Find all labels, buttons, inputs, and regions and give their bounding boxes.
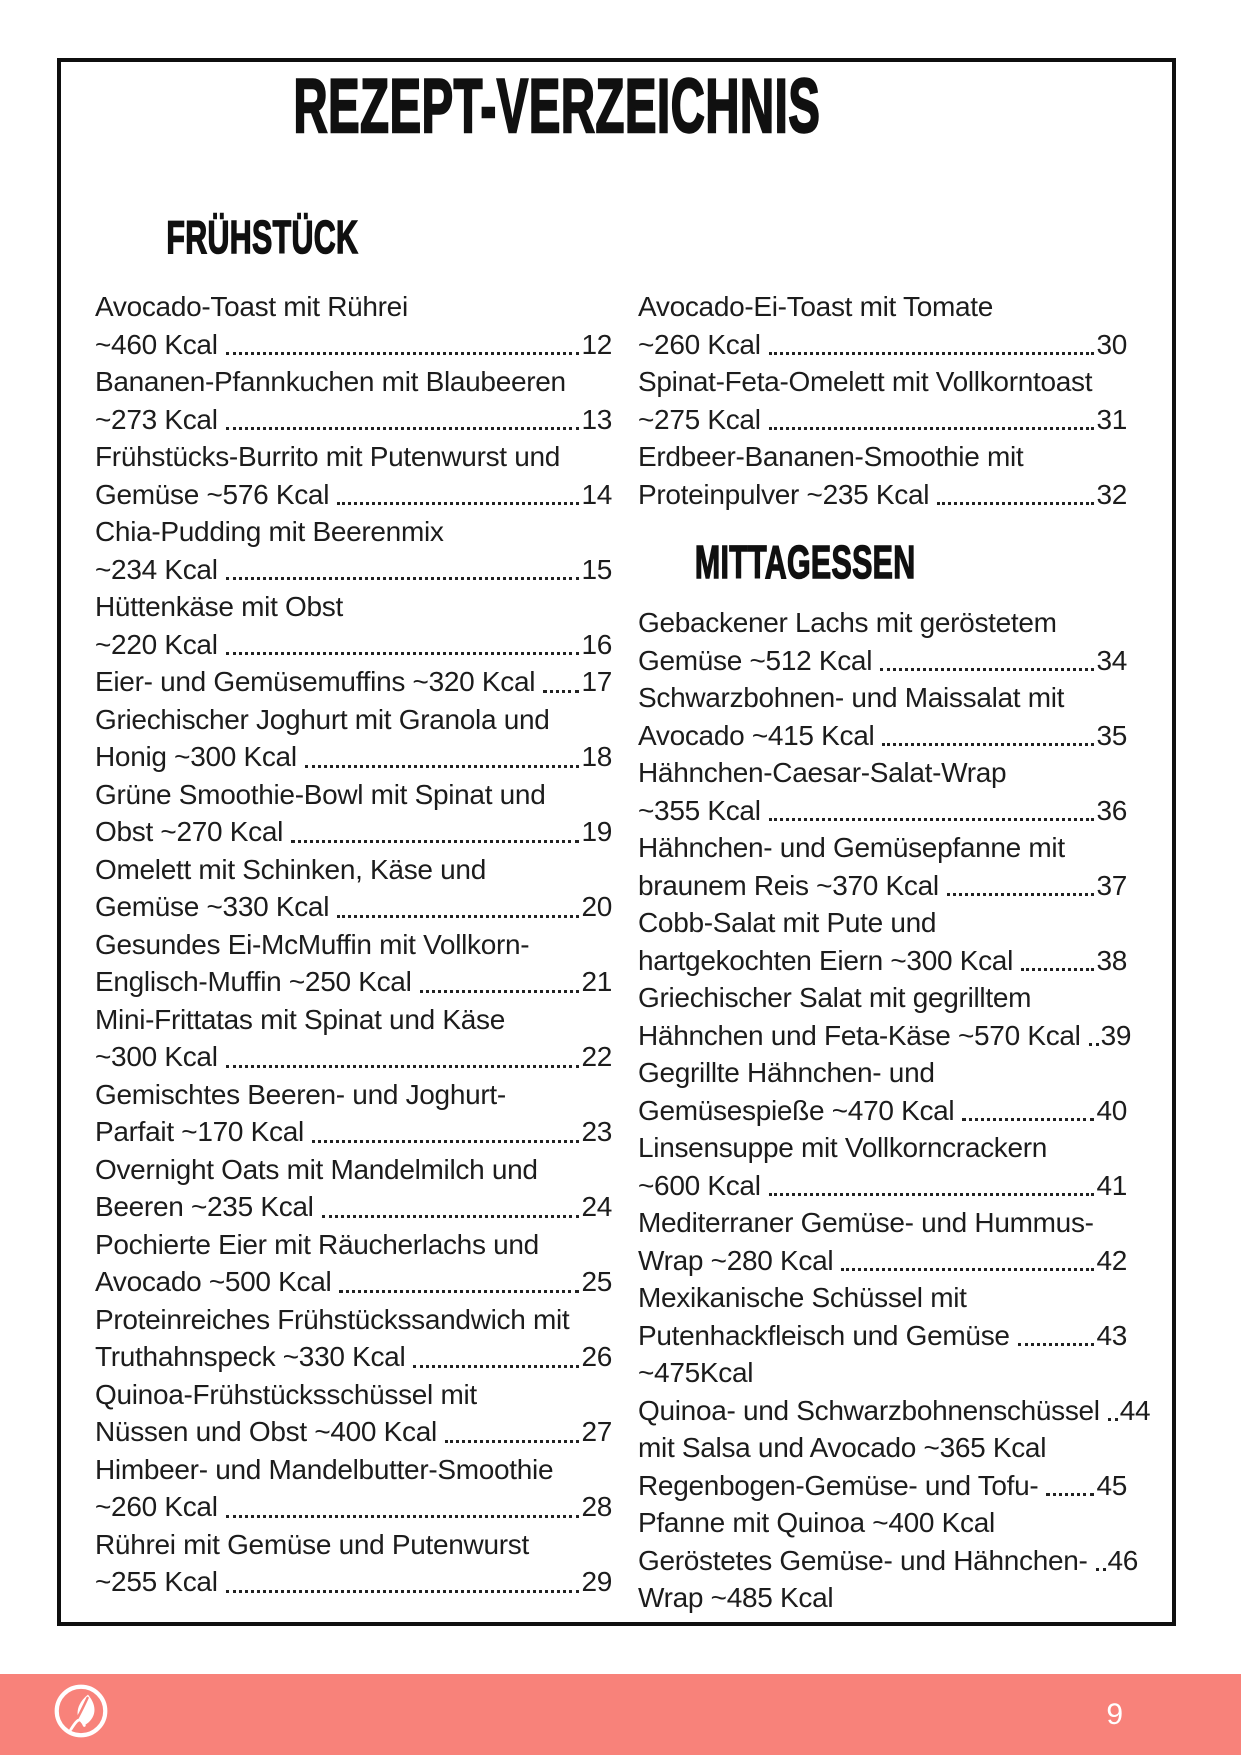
toc-entry-line[interactable] [95,363,612,401]
toc-entry-text: Hüttenkäse mit Obst [95,591,343,622]
toc-entry-line[interactable] [638,1579,1127,1617]
toc-page-number: 38 [1096,944,1127,976]
toc-entry-text: Hähnchen und Feta-Käse ~570 Kcal [638,1019,1081,1051]
section-heading [638,537,933,587]
toc-entry-line[interactable] [95,851,612,889]
toc-page-number: 32 [1096,478,1127,510]
dot-leader [322,1215,580,1218]
toc-page-number: 35 [1096,719,1127,751]
toc-entry-text: Quinoa-Frühstücksschüssel mit [95,1378,477,1410]
toc-page-number: 21 [581,966,612,997]
toc-entry-text: Gemüse ~576 Kcal [95,478,330,510]
toc-entry-line[interactable] [95,626,612,664]
toc-entry-line[interactable] [95,1151,612,1189]
toc-entry-text: ~275 Kcal [638,403,761,435]
toc-entry-text: Parfait ~170 Kcal [95,1116,304,1147]
toc-entry-line[interactable] [95,1038,612,1076]
toc-entry-line[interactable] [638,1317,1127,1355]
toc-entry-text: Mini-Frittatas mit Spinat und Käse [95,1003,505,1035]
dot-leader [962,1118,1094,1121]
toc-entry-text: ~600 Kcal [638,1169,761,1201]
toc-page-number: 27 [581,1416,612,1447]
toc-entry-text: Overnight Oats mit Mandelmilch und [95,1153,538,1185]
toc-entry-text: Avocado ~500 Kcal [95,1266,332,1297]
toc-page-number: 41 [1096,1169,1127,1201]
toc-entry-line[interactable] [95,1188,612,1226]
toc-page-number: 17 [581,666,612,697]
toc-entry-line[interactable] [638,438,1127,476]
toc-entry-line[interactable] [95,1113,612,1151]
toc-entry-line[interactable] [95,776,612,814]
toc-entry-text: Regenbogen-Gemüse- und Tofu- [638,1469,1039,1501]
toc-entry-text: Mediterraner Gemüse- und Hummus- [638,1207,1094,1238]
toc-page-number: 12 [581,328,612,360]
toc-entry-text: Hähnchen- und Gemüsepfanne mit [638,832,1065,863]
toc-entry-text: Proteinpulver ~235 Kcal [638,478,930,510]
toc-entry-text: Obst ~270 Kcal [95,816,284,847]
toc-entry-line[interactable] [95,1526,612,1564]
dot-leader [339,1290,579,1293]
dot-leader [226,577,580,580]
dot-leader [882,743,1094,746]
toc-entry-text: Chia-Pudding mit Beerenmix [95,516,444,547]
dot-leader [291,840,579,843]
toc-entry-line[interactable] [95,551,612,589]
toc-entry-line[interactable] [638,1167,1127,1205]
toc-entry-line[interactable] [95,476,612,514]
toc-entry-line[interactable] [638,401,1127,439]
toc-page-number: 13 [581,403,612,435]
section-heading [95,212,430,262]
toc-page-number: 29 [581,1566,612,1597]
toc-entry-line[interactable] [638,904,1127,942]
toc-entry-text: ~234 Kcal [95,553,218,585]
toc-entry-line[interactable] [638,1129,1127,1167]
toc-entry-line[interactable] [95,1338,612,1376]
toc-entry-text: Griechischer Joghurt mit Granola und [95,703,550,735]
dot-leader [413,1365,579,1368]
toc-entry-line[interactable] [95,1263,612,1301]
toc-entry-text: Cobb-Salat mit Pute und [638,907,937,938]
toc-entry-line[interactable] [95,1226,612,1264]
toc-entry-text: Gemüse ~330 Kcal [95,891,330,922]
dot-leader [880,668,1094,671]
toc-page-number: 25 [581,1266,612,1297]
toc-entry-text: Himbeer- und Mandelbutter-Smoothie [95,1453,554,1485]
toc-entry-text: Honig ~300 Kcal [95,741,297,772]
toc-entry-line[interactable] [95,438,612,476]
toc-entry-text: ~260 Kcal [95,1491,218,1522]
toc-entry-text: Bananen-Pfannkuchen mit Blaubeeren [95,366,566,397]
toc-page-number: 18 [581,741,612,772]
toc-entry-text: ~220 Kcal [95,628,218,660]
toc-entry-line[interactable] [95,1001,612,1039]
toc-page-number: 22 [581,1041,612,1072]
toc-page-number: 43 [1096,1319,1127,1351]
toc-entry-line[interactable] [638,1542,1139,1580]
toc-entry-text: ~475Kcal [638,1357,754,1388]
toc-entry-text: Gemüse ~512 Kcal [638,644,873,676]
dot-leader [769,427,1095,430]
toc-entry-text: Quinoa- und Schwarzbohnenschüssel [638,1394,1100,1426]
toc-entry-text: Truthahnspeck ~330 Kcal [95,1341,406,1372]
toc-entry-text: Proteinreiches Frühstückssandwich mit [95,1303,570,1335]
toc-entry-line[interactable] [638,604,1127,642]
toc-entry-text: Beeren ~235 Kcal [95,1191,314,1222]
toc-entry-text: ~355 Kcal [638,794,761,826]
toc-entry-text: Omelett mit Schinken, Käse und [95,853,486,885]
toc-entry-text: Putenhackfleisch und Gemüse [638,1319,1010,1351]
toc-entry-text: Frühstücks-Burrito mit Putenwurst und [95,441,561,472]
toc-page-number: 45 [1096,1469,1127,1501]
toc-entry-text: Pochierte Eier mit Räucherlachs und [95,1228,539,1260]
toc-entry-line[interactable] [638,942,1127,980]
toc-entry-text: Nüssen und Obst ~400 Kcal [95,1416,437,1447]
toc-column-left [95,212,612,1601]
toc-entry-line[interactable] [638,642,1127,680]
toc-page-number: 37 [1096,869,1127,901]
toc-entry-line[interactable] [638,1017,1132,1055]
toc-entry-text: mit Salsa und Avocado ~365 Kcal [638,1432,1047,1463]
toc-entry-line[interactable] [638,1204,1127,1242]
dot-leader [226,652,580,655]
toc-page-number: 46 [1107,1544,1139,1576]
dot-leader [841,1268,1094,1271]
toc-entry-text: Grüne Smoothie-Bowl mit Spinat und [95,778,546,810]
toc-entry-line[interactable] [638,829,1127,867]
toc-page-number: 30 [1096,328,1127,360]
toc-entry-line[interactable] [95,513,612,551]
dot-leader [305,765,580,768]
toc-entry-text: Mexikanische Schüssel mit [638,1282,967,1313]
toc-page-number: 36 [1096,794,1127,826]
toc-entry-line[interactable] [95,663,612,701]
toc-entry-line[interactable] [638,476,1127,514]
toc-entry-line[interactable] [638,1092,1127,1130]
toc-entry-text: braunem Reis ~370 Kcal [638,869,939,901]
toc-entry-line[interactable] [95,701,612,739]
dot-leader [1096,1568,1106,1571]
toc-entry-text: Wrap ~280 Kcal [638,1244,834,1276]
dot-leader [226,1065,580,1068]
section-heading-text: MITTAGESSEN [694,536,916,588]
toc-entry-text: Englisch-Muffin ~250 Kcal [95,966,412,997]
toc-entry-line[interactable] [95,738,612,776]
toc-entry-text: Rührei mit Gemüse und Putenwurst [95,1528,529,1560]
dot-leader [543,690,579,693]
toc-entry-text: Linsensuppe mit Vollkorncrackern [638,1132,1048,1163]
footer-page-number: 9 [1106,1698,1123,1731]
toc-entry-text: ~300 Kcal [95,1041,218,1072]
dot-leader [1108,1418,1118,1421]
toc-page-number: 39 [1100,1019,1132,1051]
toc-entry-line[interactable] [95,1301,612,1339]
toc-entry-text: Gesundes Ei-McMuffin mit Vollkorn- [95,928,530,960]
toc-entry-text: ~460 Kcal [95,328,218,360]
toc-entry-line[interactable] [638,1429,1127,1467]
toc-page-number: 40 [1096,1094,1127,1126]
dot-leader [337,915,579,918]
toc-entry-line[interactable] [95,813,612,851]
toc-entry-line[interactable] [95,588,612,626]
page-title [57,64,1057,150]
dot-leader [1018,1343,1095,1346]
toc-entry-text: ~260 Kcal [638,328,761,360]
toc-entry-text: Gemischtes Beeren- und Joghurt- [95,1078,506,1110]
toc-entry-text: ~273 Kcal [95,403,218,435]
toc-entry-line[interactable] [638,1392,1151,1430]
toc-entry-line[interactable] [95,926,612,964]
dot-leader [226,427,580,430]
dot-leader [947,893,1095,896]
toc-page-number: 24 [581,1191,612,1222]
dot-leader [420,990,580,993]
toc-entry-text: hartgekochten Eiern ~300 Kcal [638,944,1014,976]
toc-column-right [638,288,1151,1617]
toc-entry-text: Gebackener Lachs mit geröstetem [638,607,1057,638]
toc-entry-text: Griechischer Salat mit gegrilltem [638,982,1032,1013]
toc-entry-line[interactable] [638,363,1127,401]
toc-entry-line[interactable] [638,1467,1127,1505]
toc-entry-line[interactable] [638,288,1127,326]
section-heading-text: FRÜHSTÜCK [166,211,359,263]
toc-entry-text: Wrap ~485 Kcal [638,1582,834,1613]
toc-entry-line[interactable] [95,326,612,364]
dot-leader [312,1140,580,1143]
toc-entry-line[interactable] [95,1488,612,1526]
toc-entry-line[interactable] [638,1504,1127,1542]
toc-entry-text: Avocado-Ei-Toast mit Tomate [638,291,994,322]
toc-page-number: 23 [581,1116,612,1147]
toc-entry-line[interactable] [95,963,612,1001]
toc-page-number: 28 [581,1491,612,1522]
toc-page-number: 20 [581,891,612,922]
leaf-logo-icon [53,1683,109,1739]
toc-entry-line[interactable] [638,867,1127,905]
toc-page-number: 14 [581,478,612,510]
dot-leader [769,818,1095,821]
toc-entry-text: Pfanne mit Quinoa ~400 Kcal [638,1507,995,1538]
toc-entry-line[interactable] [638,679,1127,717]
toc-entry-line[interactable] [95,1376,612,1414]
toc-entry-line[interactable] [95,401,612,439]
toc-entry-text: Gegrillte Hähnchen- und [638,1057,935,1088]
toc-entry-line[interactable] [638,1279,1127,1317]
dot-leader [1046,1493,1094,1496]
toc-entry-text: Spinat-Feta-Omelett mit Vollkorntoast [638,366,1093,397]
toc-entry-text: Avocado-Toast mit Rührei [95,291,408,322]
dot-leader [226,1515,580,1518]
toc-entry-line[interactable] [638,754,1127,792]
toc-page-number: 42 [1096,1244,1127,1276]
toc-entry-line[interactable] [638,326,1127,364]
dot-leader [445,1440,580,1443]
page-title-text: REZEPT-VERZEICHNIS [293,64,821,149]
toc-entry-text: Avocado ~415 Kcal [638,719,875,751]
dot-leader [769,1193,1095,1196]
dot-leader [226,352,580,355]
dot-leader [937,502,1094,505]
toc-entry-line[interactable] [638,979,1127,1017]
toc-entry-text: Schwarzbohnen- und Maissalat mit [638,682,1065,713]
dot-leader [1021,968,1094,971]
toc-entry-line[interactable] [638,1242,1127,1280]
toc-page-number: 44 [1119,1394,1151,1426]
toc-page-number: 34 [1096,644,1127,676]
toc-entry-text: Hähnchen-Caesar-Salat-Wrap [638,757,1007,788]
dot-leader [1089,1043,1099,1046]
dot-leader [337,502,579,505]
toc-entry-text: Eier- und Gemüsemuffins ~320 Kcal [95,666,536,697]
toc-entry-line[interactable] [638,1354,1127,1392]
dot-leader [226,1590,580,1593]
toc-entry-line[interactable] [638,1054,1127,1092]
toc-page-number: 26 [581,1341,612,1372]
toc-entry-text: Erdbeer-Bananen-Smoothie mit [638,441,1024,472]
toc-entry-text: Gemüsespieße ~470 Kcal [638,1094,955,1126]
toc-page-number: 31 [1096,403,1127,435]
dot-leader [769,352,1095,355]
toc-entry-line[interactable] [95,888,612,926]
toc-entry-text: ~255 Kcal [95,1566,218,1597]
toc-page-number: 16 [581,628,612,660]
toc-entry-line[interactable] [638,717,1127,755]
toc-page-number: 19 [581,816,612,847]
toc-page-number: 15 [581,553,612,585]
toc-entry-line[interactable] [638,792,1127,830]
toc-entry-line[interactable] [95,288,612,326]
toc-entry-text: Geröstetes Gemüse- und Hähnchen- [638,1544,1088,1576]
toc-entry-line[interactable] [95,1451,612,1489]
toc-entry-line[interactable] [95,1413,612,1451]
toc-entry-line[interactable] [95,1563,612,1601]
footer-bar [0,1674,1241,1755]
toc-entry-line[interactable] [95,1076,612,1114]
